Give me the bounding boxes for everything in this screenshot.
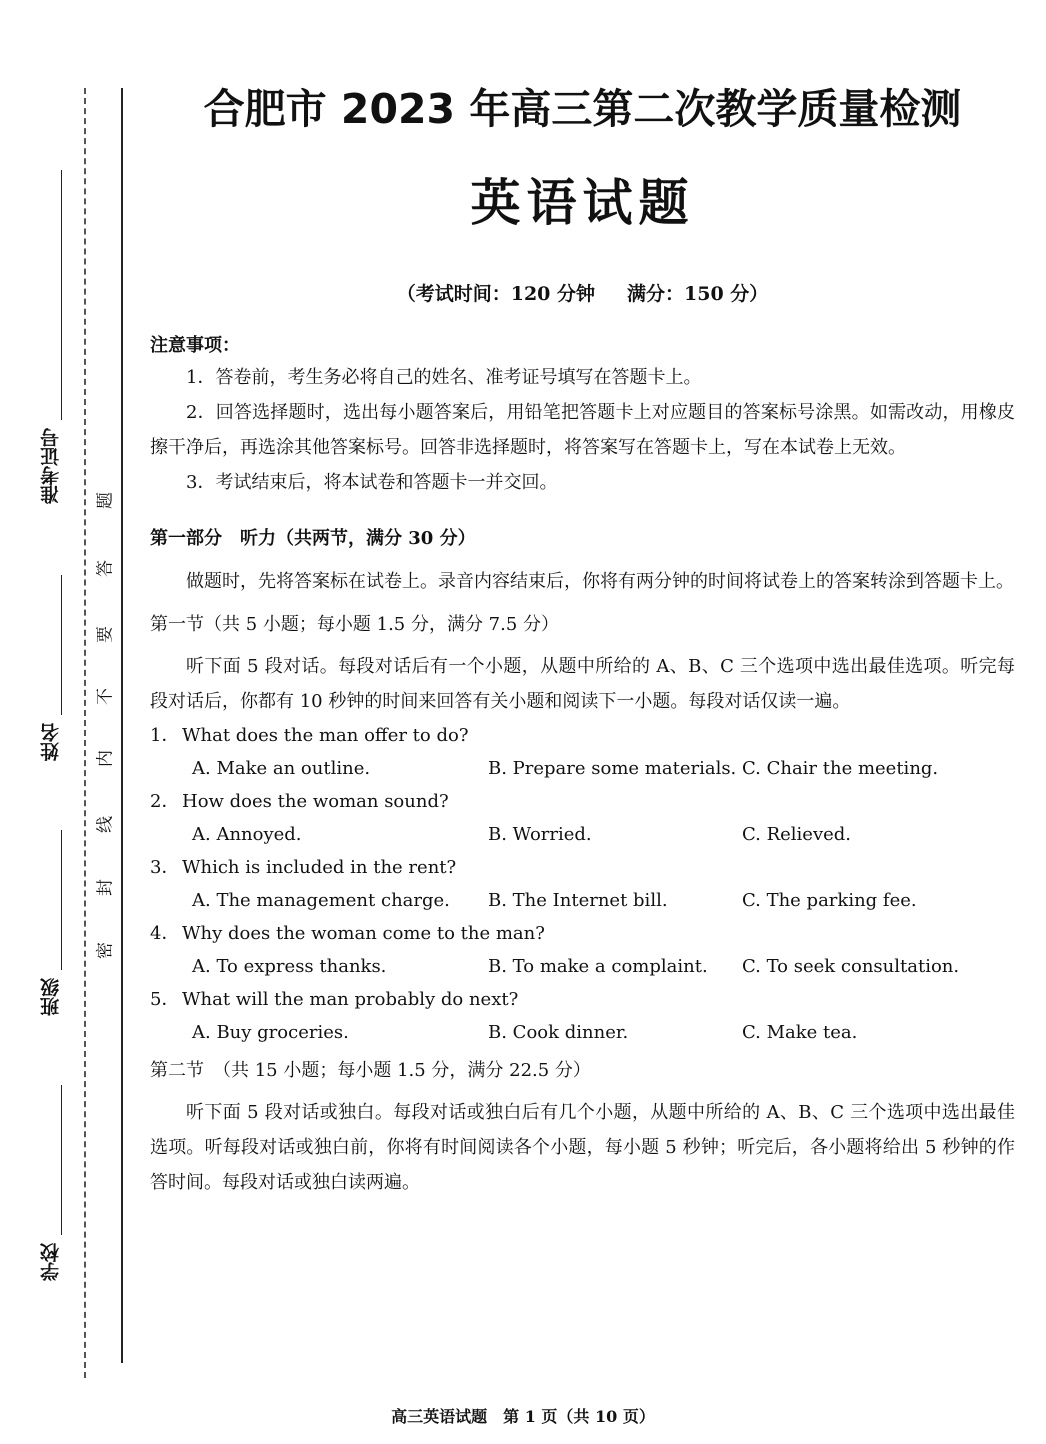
question-options [150, 950, 1015, 983]
option-b: B. The Internet bill. [488, 890, 668, 911]
option-a: A. Buy groceries. [192, 1022, 349, 1043]
question-options [150, 752, 1015, 785]
section2-intro: 听下面 5 段对话或独白。每段对话或独白后有几个小题，从题中所给的 A、B、C 三个选项中选出最佳选项。听每段对话或独白前，你将有时间阅读各个小题，每小题 5 秒钟；听完后，各小题将给出 5 秒钟的作答时间。每段对话或独白读两遍。 [150, 1102, 1015, 1193]
section1-heading: 第一节（共 5 小题；每小题 1.5 分，满分 7.5 分） [150, 614, 560, 635]
notice-item: 3．考试结束后，将本试卷和答题卡一并交回。 [186, 472, 558, 493]
option-a: A. Annoyed. [192, 824, 302, 845]
school-label: 学校 [40, 1243, 62, 1281]
option-c: C. The parking fee. [742, 890, 917, 911]
question-stem: 3． Which is included in the rent? [150, 857, 457, 878]
binding-margin [0, 0, 130, 1444]
option-c: C. Chair the meeting. [742, 758, 939, 779]
school-field[interactable] [34, 1085, 64, 1285]
question-list [150, 719, 1015, 1049]
exam-id-label: 准考证号 [40, 428, 62, 504]
exam-page-content [150, 78, 1015, 1200]
option-c: C. Relieved. [742, 824, 852, 845]
class-field[interactable] [34, 830, 64, 1030]
seal-char: 内 [95, 750, 116, 767]
option-c: C. To seek consultation. [742, 956, 960, 977]
seal-char: 题 [95, 492, 116, 509]
notice-heading: 注意事项： [150, 335, 240, 356]
class-label: 班级 [40, 978, 62, 1016]
seal-char: 密 [95, 942, 116, 959]
page-footer: 高三英语试题 第 1 页（共 10 页） [391, 1407, 655, 1426]
exam-title: 合肥市 2023 年高三第二次教学质量检测 [203, 85, 962, 133]
part1-heading: 第一部分 听力（共两节，满分 30 分） [150, 528, 476, 549]
question-stem: 5． What will the man probably do next? [150, 989, 519, 1010]
question-stem: 1． What does the man offer to do? [150, 725, 469, 746]
section2-heading: 第二节 （共 15 小题；每小题 1.5 分，满分 22.5 分） [150, 1060, 591, 1081]
seal-char: 要 [95, 626, 116, 643]
name-label: 姓名 [40, 723, 62, 761]
seal-char: 答 [95, 560, 116, 577]
part1-intro: 做题时，先将答案标在试卷上。录音内容结束后，你将有两分钟的时间将试卷上的答案转涂到答题卡上。 [186, 571, 1014, 592]
option-c: C. Make tea. [742, 1022, 858, 1043]
question-options [150, 818, 1015, 851]
question-options [150, 884, 1015, 917]
exam-id-field[interactable] [34, 170, 64, 520]
option-a: A. Make an outline. [192, 758, 371, 779]
exam-time: （考试时间：120 分钟 [396, 283, 595, 305]
margin-divider-line [121, 88, 123, 1363]
option-b: B. Worried. [488, 824, 592, 845]
full-score: 满分：150 分） [627, 283, 769, 305]
question-options [150, 1016, 1015, 1049]
option-a: A. The management charge. [192, 890, 450, 911]
seal-char: 线 [95, 816, 116, 833]
option-b: B. Cook dinner. [488, 1022, 629, 1043]
option-a: A. To express thanks. [192, 956, 387, 977]
notice-item: 1．答卷前，考生务必将自己的姓名、准考证号填写在答题卡上。 [186, 367, 702, 388]
option-b: B. To make a complaint. [488, 956, 708, 977]
option-b: B. Prepare some materials. [488, 758, 737, 779]
name-field[interactable] [34, 575, 64, 775]
section1-intro: 听下面 5 段对话。每段对话后有一个小题，从题中所给的 A、B、C 三个选项中选出最佳选项。听完每段对话后，你都有 10 秒钟的时间来回答有关小题和阅读下一小题。每段对话仅读一遍。 [150, 656, 1015, 712]
seal-char: 封 [95, 879, 116, 896]
exam-info [150, 280, 1015, 308]
seal-dashed-line [84, 88, 86, 1378]
notice-item: 2．回答选择题时，选出每小题答案后，用铅笔把答题卡上对应题目的答案标号涂黑。如需改动，用橡皮擦干净后，再选涂其他答案标号。回答非选择题时，将答案写在答题卡上，写在本试卷上无效。 [150, 402, 1015, 458]
question-stem: 4． Why does the woman come to the man? [150, 923, 545, 944]
seal-char: 不 [95, 688, 116, 705]
exam-subject: 英语试题 [470, 174, 695, 232]
question-stem: 2． How does the woman sound? [150, 791, 449, 812]
